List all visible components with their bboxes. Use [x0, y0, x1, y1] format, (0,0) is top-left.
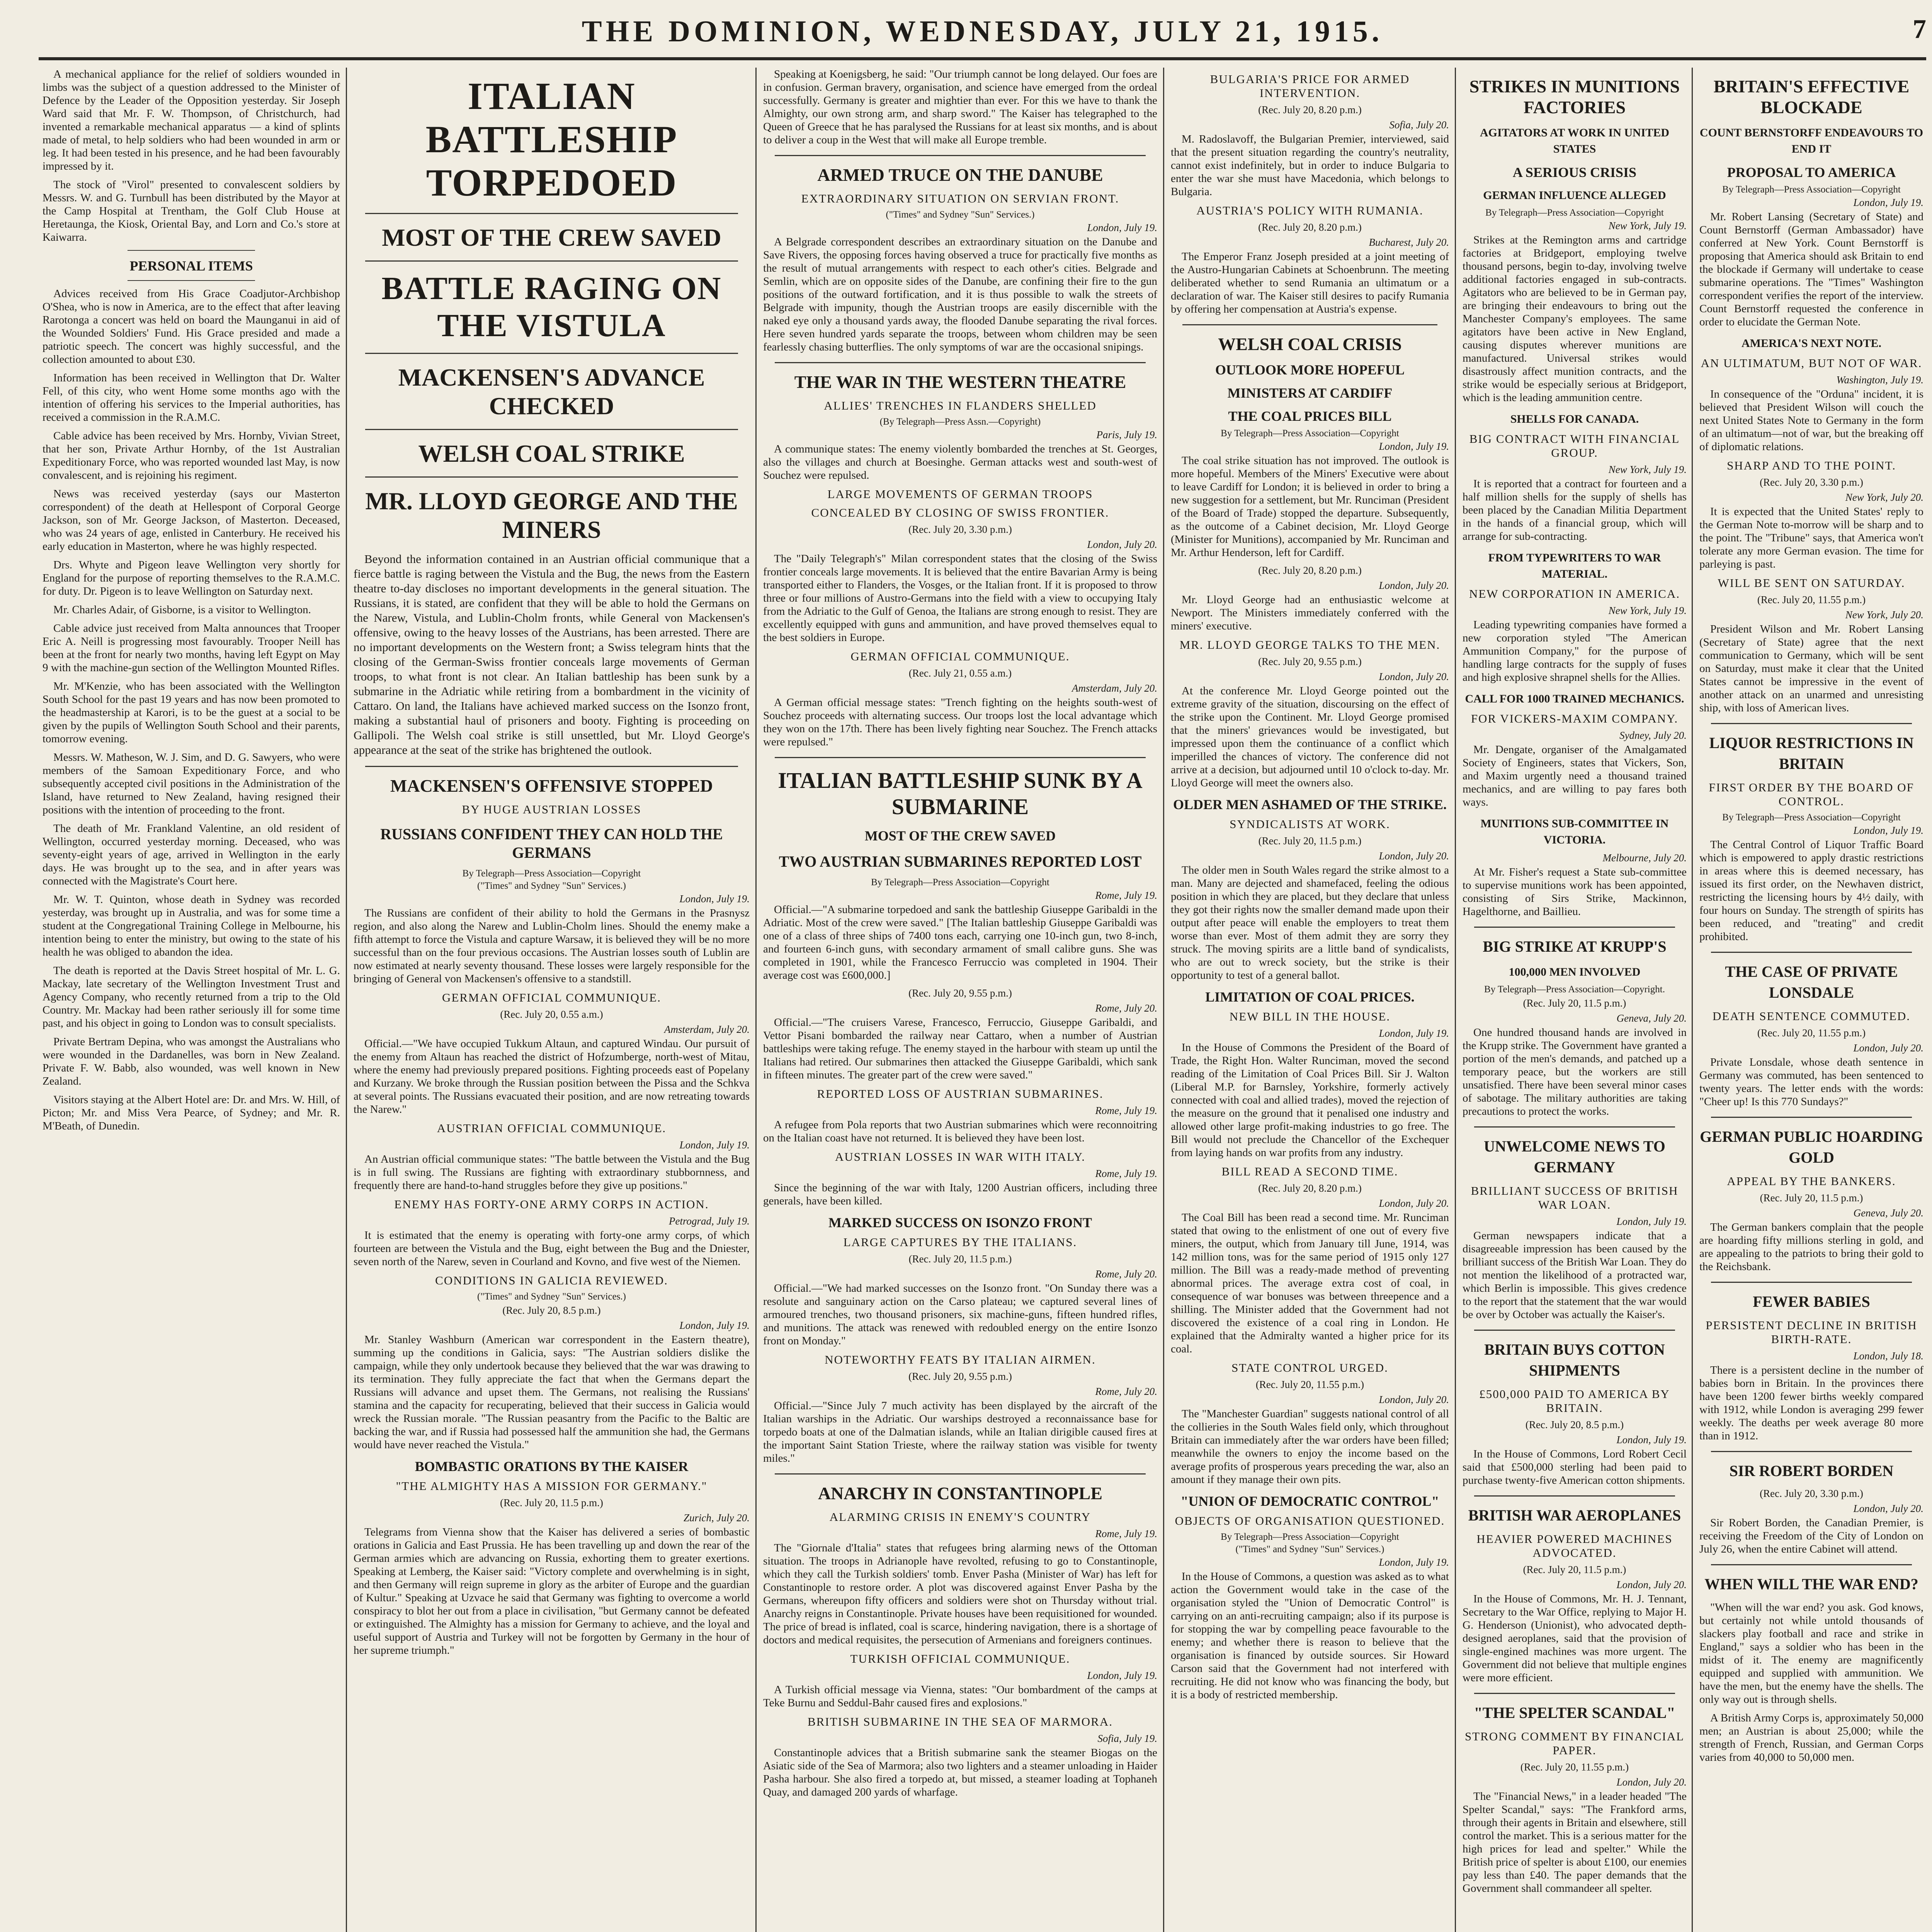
article-paragraph: The older men in South Wales regard the strike almost to a man. Many are dejected and shamefaced, feeling the odious position in which they are placed, but they declare that unless they got their rights now the smaller demand made upon their output after peace will enable the employers to treat them worse than ever. Most of them admit they are sorry they struck. The moving spirits are a little band of syndicalists, who are out to wreck society, but the strike is their opportunity to test of a general ballot.	[1171, 864, 1449, 981]
article-paragraph: Since the beginning of the war with Italy, 1200 Austrian officers, including three generals, have been killed.	[763, 1182, 1157, 1207]
received-date: (Rec. July 20, 11.5 p.m.)	[1760, 1192, 1863, 1204]
divider	[775, 757, 1146, 758]
section-heading: LARGE MOVEMENTS OF GERMAN TROOPS	[827, 487, 1093, 501]
dateline: New York, July 19.	[1608, 605, 1687, 616]
section-subheading: FOR VICKERS-MAXIM COMPANY.	[1471, 712, 1679, 725]
headline-hoarding-gold: GERMAN PUBLIC HOARDING GOLD	[1700, 1128, 1923, 1166]
article-paragraph: There is a persistent decline in the number of babies born in Britain. In the provinces there have been 1200 fewer births weekly compared with 1912, while London is averaging 299 fewer weekly. The deaths per week average 80 more than in 1912.	[1699, 1364, 1923, 1442]
subhead-welsh-strike: WELSH COAL STRIKE	[418, 440, 685, 467]
personal-item: News was received yesterday (says our Masterton correspondent) of the death at Hellespont of Corporal George Jackson, son of Mr. George Jackson, of Masterton. Deceased, who was 24 years of age, enlisted in Canterbury. He received his early education in Masterton, where he was highly respected.	[43, 488, 340, 553]
section-subheading: OBJECTS OF ORGANISATION QUESTIONED.	[1175, 1514, 1445, 1527]
article-paragraph: Mr. Dengate, organiser of the Amalgamated Society of Engineers, states that Vickers, Son, and Maxim urgently need a thousand trained mechanics, and are willing to pay fares both ways.	[1463, 743, 1687, 808]
received-date: (Rec. July 20, 8.20 p.m.)	[1258, 221, 1362, 233]
dateline: London, July 20.	[1379, 580, 1449, 591]
article-paragraph: The Russians are confident of their ability to hold the Germans in the Prasnysz region, and also along the Narew and Lublin-Cholm lines. Should the enemy make a fifth attempt to force the Vistula and capture Warsaw, it is believed they will be no more successful than on the four previous occasions. The Austrian losses south of Lublin are now estimated at nearly seventy thousand. These losses were largely responsible for the bringing of General von Mackensen's offensive to a standstill.	[354, 907, 750, 985]
dateline: Geneva, July 20.	[1853, 1207, 1923, 1219]
article-paragraph: Strikes at the Remington arms and cartridge factories at Bridgeport, employing twelve thousand persons, begin to-day, involving twelve additional factories engaged in sub-contracts. Agitators who are believed to be in German pay, are bringing their endeavours to bring out the Manchester Company's employees. The same agitators have been active in New England, causing disputes wherever munitions are manufactured. Universal strikes would disastrously affect munition contracts, and the strike would be especially serious at Bridgeport, which is the leading ammunition centre.	[1463, 234, 1687, 404]
section-subheading: £500,000 PAID TO AMERICA BY BRITAIN.	[1479, 1387, 1670, 1415]
column-6	[1699, 68, 1923, 1932]
divider	[1711, 1451, 1912, 1452]
divider	[1711, 1564, 1912, 1565]
article-paragraph: Mr. Lloyd George had an enthusiastic welcome at Newport. The Ministers immediately conferred with the miners' executive.	[1171, 594, 1449, 632]
divider	[775, 362, 1146, 363]
article-paragraph: In the House of Commons the President of the Board of Trade, the Right Hon. Walter Runciman, moved the second reading of the Limitation of Coal Prices Bill. Sir J. Walton (Liberal M.P. for Barnsley, Yorkshire, formerly actively connected with coal and allied trades), moved the rejection of the measure on the ground that it penalised one industry and allowed other large profit-making industries to go free. The Bill would not preclude the Chancellor of the Exchequer from laying hands on war profits from any industry.	[1171, 1041, 1449, 1159]
section-heading: STATE CONTROL URGED.	[1231, 1361, 1388, 1374]
divider	[775, 1473, 1146, 1475]
column-5	[1463, 68, 1687, 1932]
section-subheading: EXTRAORDINARY SITUATION ON SERVIAN FRONT.	[801, 192, 1119, 205]
divider	[365, 260, 738, 262]
dateline: London, July 20.	[1853, 1042, 1923, 1054]
column-rule	[1163, 68, 1164, 1932]
section-subheading: AN ULTIMATUM, BUT NOT OF WAR.	[1701, 356, 1922, 370]
article-paragraph: A British Army Corps is, approximately 50,000 men; an Austrian is about 25,000; while the strength of French, Russian, and German Corps varies from 40,000 to 50,000 men.	[1699, 1712, 1923, 1764]
divider	[365, 766, 738, 767]
article-paragraph: A Turkish official message via Vienna, states: "Our bombardment of the camps at Teke Burnu and Seddul-Bahr caused fires and explosions."	[763, 1684, 1157, 1709]
subhead-crew-saved: MOST OF THE CREW SAVED	[864, 828, 1056, 844]
article-paragraph: A German official message states: "Trench fighting on the heights south-west of Souchez proceeds with alternating success. Our troops lost the local advantage which they won on the 17th. There has been lively fighting near Souchez. The French attacks were repulsed."	[763, 696, 1157, 748]
section-heading: BRITISH SUBMARINE IN THE SEA OF MARMORA.	[808, 1715, 1113, 1728]
section-heading: SHELLS FOR CANADA.	[1510, 413, 1639, 425]
divider	[1711, 723, 1912, 724]
dateline: London, July 18.	[1853, 1350, 1923, 1362]
headline-munitions-strikes: STRIKES IN MUNITIONS FACTORIES	[1469, 77, 1680, 117]
received-date: (Rec. July 20, 11.5 p.m.)	[500, 1497, 603, 1509]
headline-unwelcome-news: UNWELCOME NEWS TO GERMANY	[1484, 1138, 1665, 1176]
section-heading: OLDER MEN ASHAMED OF THE STRIKE.	[1173, 797, 1447, 812]
section-subheading: PERSISTENT DECLINE IN BRITISH BIRTH-RATE.	[1706, 1318, 1917, 1346]
subhead: PROPOSAL TO AMERICA	[1727, 165, 1896, 180]
column-2	[354, 68, 750, 1932]
divider	[1474, 1693, 1675, 1694]
dateline: New York, July 19.	[1608, 220, 1687, 231]
byline: ("Times" and Sydney "Sun" Services.)	[1235, 1544, 1384, 1554]
dateline: London, July 19.	[679, 893, 750, 905]
column-1	[43, 68, 340, 1932]
dateline: London, July 20.	[1379, 671, 1449, 682]
personal-item: Mr. W. T. Quinton, whose death in Sydney was recorded yesterday, was brought up in Australia, and was for some time a student at the Congregational Training College in Melbourne, his intention being to enter the ministry, but owing to the state of his health he was obliged to abandon the idea.	[43, 893, 340, 958]
byline: By Telegraph—Press Association—Copyright	[1722, 812, 1901, 823]
section-subheading: CONCEALED BY CLOSING OF SWISS FRONTIER.	[811, 506, 1109, 519]
received-date: (Rec. July 20, 9.55 p.m.)	[1258, 656, 1362, 667]
headline-italian-battleship: ITALIAN BATTLESHIP TORPEDOED	[425, 75, 678, 204]
article-paragraph: M. Radoslavoff, the Bulgarian Premier, interviewed, said that the present situation regarding the country's neutrality, cannot exist indefinitely, but in order to induce Bulgaria to enter the war she must have Macedonia, which belongs to Bulgaria.	[1171, 133, 1449, 198]
section-subheading: NEW BILL IN THE HOUSE.	[1229, 1010, 1391, 1023]
dateline: Petrograd, July 19.	[669, 1215, 750, 1227]
byline: By Telegraph—Press Association—Copyright	[1221, 1532, 1399, 1542]
dateline: London, July 20.	[1616, 1579, 1687, 1590]
divider	[1474, 1330, 1675, 1331]
section-heading: NOTEWORTHY FEATS BY ITALIAN AIRMEN.	[825, 1353, 1096, 1366]
article-paragraph: The "Daily Telegraph's" Milan correspondent states that the closing of the Swiss frontier conceals large movements. It is believed that the entire Bavarian Army is being transported either to Flanders, the Vosges, or the Italian front. If it is proposed to throw three or four millions of Austro-Germans into the field with a view to occupying Italy from the Adriatic to the Gulf of Genoa, the Italians are strong enough to resist. They are excellently equipped with guns and ammunition, and have proved themselves equal to the best soldiers in Europe.	[763, 553, 1157, 644]
section-subheading: LARGE CAPTURES BY THE ITALIANS.	[843, 1235, 1077, 1249]
column-3	[763, 68, 1157, 1932]
section-heading: CALL FOR 1000 TRAINED MECHANICS.	[1465, 692, 1684, 705]
received-date: (Rec. July 20, 8.20 p.m.)	[1258, 565, 1362, 576]
section-heading: MR. LLOYD GEORGE TALKS TO THE MEN.	[1179, 638, 1440, 651]
received-date: (Rec. July 20, 3.30 p.m.)	[908, 524, 1012, 535]
headline-cotton-shipments: BRITAIN BUYS COTTON SHIPMENTS	[1484, 1341, 1665, 1379]
dateline: Rome, July 20.	[1095, 1386, 1157, 1397]
dateline: London, July 20.	[1087, 539, 1157, 550]
section-heading: FROM TYPEWRITERS TO WAR MATERIAL.	[1488, 551, 1661, 580]
divider	[1474, 927, 1675, 928]
received-date: (Rec. July 20, 3.30 p.m.)	[1760, 476, 1863, 488]
subhead-austrian-submarines: TWO AUSTRIAN SUBMARINES REPORTED LOST	[779, 853, 1142, 870]
dateline: Sydney, July 20.	[1619, 730, 1687, 741]
received-date: (Rec. July 20, 11.5 p.m.)	[1258, 835, 1362, 847]
personal-item: Mr. Charles Adair, of Gisborne, is a visitor to Wellington.	[53, 604, 311, 616]
article-paragraph: President Wilson and Mr. Robert Lansing (Secretary of State) agree that the next communication to Germany, which will be sent on Saturday, must make it clear that the United States cannot be impressive in the event of another attack on an unarmed and unresisting ship, with loss of American lives.	[1699, 623, 1923, 714]
dateline: Sofia, July 20.	[1389, 119, 1449, 131]
dateline: London, July 19.	[1616, 1434, 1687, 1446]
headline-isonzo: MARKED SUCCESS ON ISONZO FRONT	[828, 1215, 1092, 1230]
headline-private-lonsdale: THE CASE OF PRIVATE LONSDALE	[1725, 963, 1898, 1001]
dateline: London, July 20.	[1379, 850, 1449, 862]
subhead: OUTLOOK MORE HOPEFUL	[1215, 362, 1405, 378]
dateline: London, July 19.	[1616, 1216, 1687, 1227]
byline: By Telegraph—Press Association—Copyright	[1722, 184, 1901, 195]
article-paragraph: The "Manchester Guardian" suggests national control of all the collieries in the South Wales field only, which throughout Britain can immediately after the war orders have been filled; meanwhile the owners to enjoy the income based on the average profits of prosperous years preceding the war, also an amount if they manage their own pits.	[1171, 1408, 1449, 1486]
article-paragraph: German newspapers indicate that a disagreeable impression has been caused by the brilliant success of the British War Loan. They do not mention the likelihood of a protracted war, which Berlin is impossible. This gives credence to the report that the statement that the war would be over by October was actually the Kaiser's.	[1463, 1230, 1687, 1321]
subhead: THE COAL PRICES BILL	[1228, 408, 1392, 424]
headline-welsh-coal-crisis: WELSH COAL CRISIS	[1218, 334, 1402, 354]
article-paragraph: Official.—"We had marked successes on the Isonzo front. "On Sunday there was a resolute and sanguinary action on the Carso plateau; we captured several lines of armoured trenches, two thousand prisoners, six machine-guns, fifteen hundred rifles, and munitions. The attack was renewed with redoubled energy on the entire Isonzo front on Monday."	[763, 1282, 1157, 1347]
article-paragraph: The Central Control of Liquor Traffic Board which is empowered to apply drastic restrictions in areas where this is deemed necessary, has issued its first order, on the Newhaven district, restricting the licensing hours by 4½ daily, with four hours on Sunday. The strength of spirits has been reduced, and "treating" and credit prohibited.	[1699, 838, 1923, 943]
article-paragraph: Official.—"The cruisers Varese, Francesco, Ferruccio, Giuseppe Garibaldi, and Vettor Pisani bombarded the railway near Cattaro, when a number of Austrian battleships were taking refuge. The enemy stayed in the harbour with steam up until the Italians had retired. Our submarines then attacked the Giuseppe Garibaldi, which sank in fifteen minutes. The greater part of the crew were saved."	[763, 1016, 1157, 1081]
subhead: AGITATORS AT WORK IN UNITED STATES	[1480, 126, 1670, 155]
article-paragraph: The coal strike situation has not improved. The outlook is more hopeful. Members of the Miners' Executive were about to leave Cardiff for London; it is believed in order to bring a new suggestion for a settlement, but Mr. Runciman (President of the Board of Trade) stopped the departure. Subsequently, as the outcome of a Cabinet decision, Mr. Lloyd George (Minister for Munitions), accompanied by Mr. Runciman and Mr. Arthur Henderson, left for Cardiff.	[1171, 454, 1449, 559]
received-date: (Rec. July 20, 11.5 p.m.)	[1523, 997, 1626, 1009]
byline: ("Times" and Sydney "Sun" Services.)	[477, 881, 626, 891]
personal-item: Mr. M'Kenzie, who has been associated with the Wellington South School for the past 19 years and has now been promoted to the headmastership at Karori, is to be the guest at a social to be given by the pupils of Wellington South School and their parents, tomorrow evening.	[43, 680, 340, 745]
article-paragraph: A Belgrade correspondent describes an extraordinary situation on the Danube and Save Rivers, the opposing forces having observed a truce for practically five months as the result of mutual arrangements with respect to each other's cities. Belgrade and Semlin, which are on opposite sides of the Danube, are confining their fire to the gun positions of the outward fortification, and it is thus possible to walk the streets of Belgrade with impunity, though the Austrian troops are easily discernible with the naked eye only a thousand yards away, the flooded Danube separating the rival forces. Here seven hundred yards separate the troops, between whom children may be seen fearlessly chasing butterflies. The only symptoms of war are the occasional snipings.	[763, 236, 1157, 353]
byline: ("Times" and Sydney "Sun" Services.)	[477, 1291, 626, 1302]
divider	[365, 429, 738, 430]
dateline: London, July 20.	[1379, 1394, 1449, 1405]
dateline: London, July 20.	[1853, 1503, 1923, 1514]
personal-item: Information has been received in Wellington that Dr. Walter Fell, of this city, who went Home some months ago with the intention of offering his services to the Imperial authorities, has received a commission in the R.A.M.C.	[43, 372, 340, 423]
divider	[365, 476, 738, 478]
personal-item: Cable advice just received from Malta announces that Trooper Eric A. Neill is progressing most favourably. Trooper Neill has been at the front for nearly two months, having left Egypt on May 9 with the machine-gun section of the Wellington Mounted Rifles.	[43, 622, 340, 674]
received-date: (Rec. July 20, 9.55 p.m.)	[908, 987, 1012, 999]
article-paragraph: "When will the war end? you ask. God knows, but certainly not while untold thousands of slackers play football and race and strike in England," says a soldier who has been in the midst of it. The enemy are magnificently equipped and supplied with ammunition. We have the men, but the enemy have the shells. The only way out is through shells.	[1699, 1601, 1923, 1706]
article-paragraph: At the conference Mr. Lloyd George pointed out the extreme gravity of the situation, discoursing on the effect of the strike upon the Continent. Mr. Lloyd George promised that the miners' grievances would be investigated, but impressed upon them the continuance of a conflict which imperilled the chances of victory. The conference did not arrive at a decision, but adjourned until 10 o'clock to-day. Mr. Lloyd George will meet the owners also.	[1171, 685, 1449, 789]
section-heading: SHARP AND TO THE POINT.	[1727, 459, 1896, 472]
headline-anarchy: ANARCHY IN CONSTANTINOPLE	[818, 1483, 1103, 1503]
dateline: London, July 20.	[1379, 1197, 1449, 1209]
dateline: Rome, July 20.	[1095, 1002, 1157, 1014]
column-rule	[755, 68, 757, 1932]
article-paragraph: Mr. Robert Lansing (Secretary of State) and Count Bernstorff (German Ambassador) have conferred at New York. Count Bernstorff is proposing that America should ask Britain to end the blockade if Germany will undertake to cease submarine operations. The "Times" Washington correspondent verifies the report of the interview. Count Bernstorff requested the conference in order to elucidate the German Note.	[1699, 211, 1923, 328]
divider	[365, 353, 738, 354]
dateline: London, July 19.	[1087, 1670, 1157, 1681]
dateline: New York, July 20.	[1845, 609, 1923, 621]
dateline: London, July 19.	[679, 1139, 750, 1151]
column-rule	[1692, 68, 1693, 1932]
section-heading-kaiser: BOMBASTIC ORATIONS BY THE KAISER	[415, 1459, 689, 1474]
subhead: A SERIOUS CRISIS	[1512, 165, 1637, 180]
article-paragraph: Mr. Stanley Washburn (American war correspondent in the Eastern theatre), summing up the conditions in Galicia, says: "The Austrian soldiers dislike the campaign, while they only undertook because they believed that the war was drawing to its termination. They fully appreciate the fact that when the Germans depart the Russians will advance and upset them. The Germans, not realising the Russians' stamina and the capacity for recuperating, believed that their success in Galicia would wreck the Russian morale. "The Russian peasantry from the Pacific to the Baltic are backing the war, and if Russia had possessed half the ammunition she had, the Germans would have never reached the Vistula."	[354, 1333, 750, 1451]
personal-item: Private Bertram Depina, who was amongst the Australians who were wounded in the Dardanelles, was born in New Zealand. Private F. W. Babb, also wounded, was well known in New Zealand.	[43, 1036, 340, 1087]
dateline: Washington, July 19.	[1836, 374, 1923, 386]
section-heading: AUSTRIAN OFFICIAL COMMUNIQUE.	[437, 1121, 667, 1135]
headline-western-theatre: THE WAR IN THE WESTERN THEATRE	[794, 372, 1126, 392]
section-subheading: NEW CORPORATION IN AMERICA.	[1469, 587, 1680, 600]
received-date: (Rec. July 20, 8.20 p.m.)	[1258, 104, 1362, 116]
headline-effective-blockade: BRITAIN'S EFFECTIVE BLOCKADE	[1713, 77, 1910, 117]
received-date: (Rec. July 20, 8.5 p.m.)	[502, 1304, 601, 1316]
subhead-russians-confident: RUSSIANS CONFIDENT THEY CAN HOLD THE GERMANS	[380, 825, 723, 861]
received-date: (Rec. July 20, 8.5 p.m.)	[1525, 1419, 1624, 1430]
section-subheading: ALARMING CRISIS IN ENEMY'S COUNTRY	[829, 1510, 1091, 1524]
section-subheading: ALLIES' TRENCHES IN FLANDERS SHELLED	[824, 399, 1097, 412]
article-paragraph: Leading typewriting companies have formed a new corporation styled "The American Ammunition Company," for the purpose of handling large contracts for the supply of fuses and high explosive shrapnel shells for the Allies.	[1463, 619, 1687, 684]
received-date: (Rec. July 20, 8.20 p.m.)	[1258, 1182, 1362, 1194]
received-date: (Rec. July 20, 11.55 p.m.)	[1757, 594, 1866, 605]
section-heading: MUNITIONS SUB-COMMITTEE IN VICTORIA.	[1480, 817, 1669, 846]
section-heading: ENEMY HAS FORTY-ONE ARMY CORPS IN ACTION.	[394, 1197, 709, 1211]
headline-spelter-scandal: "THE SPELTER SCANDAL"	[1474, 1704, 1675, 1721]
divider	[1474, 1126, 1675, 1128]
section-heading: BULGARIA'S PRICE FOR ARMED INTERVENTION.	[1210, 72, 1410, 100]
personal-item: Advices received from His Grace Coadjutor-Archbishop O'Shea, who is now in America, are to the effect that after leaving Rarotonga a concert was held on board the Maunganui in aid of the Wounded Soldiers' Fund. His Grace presided and made a patriotic speech. The concert was highly successful, and the collection amounted to about £30.	[43, 287, 340, 366]
section-heading: WILL BE SENT ON SATURDAY.	[1718, 576, 1905, 590]
headline-krupps-strike: BIG STRIKE AT KRUPP'S	[1483, 938, 1667, 955]
article-paragraph: The Coal Bill has been read a second time. Mr. Runciman stated that owing to the enlistment of one out of every five miners, the output, which from January till June, 1914, was 142 million tons, was for the same period of 1915 only 127 million. The Bill was a ready-made method of preventing abnormal prices. The average extra cost of coal, in consequence of war bonuses was between threepence and a shilling. The Minister added that the Government had not discovered the existence of a coal ring in London. He explained that the Admiralty wanted a higher price for its coal.	[1171, 1211, 1449, 1355]
article-mechanical-appliance: A mechanical appliance for the relief of soldiers wounded in limbs was the subject of a question addressed to the Minister of Defence by the Leader of the Opposition yesterday. Sir Joseph Ward said that Mr. F. W. Thompson, of Christchurch, had invented a remarkable mechanical apparatus — a kind of splints made of metal, to help soldiers who had been wounded in arm or leg. It had been tested in his presence, and he had been favourably impressed by it.	[43, 68, 340, 172]
received-date: (Rec. July 20, 11.55 p.m.)	[1255, 1379, 1364, 1390]
subhead: 100,000 MEN INVOLVED	[1509, 966, 1641, 978]
section-heading: GERMAN OFFICIAL COMMUNIQUE.	[442, 991, 661, 1004]
divider	[365, 213, 738, 214]
subhead: GERMAN INFLUENCE ALLEGED	[1483, 189, 1666, 202]
article-paragraph: In the House of Commons, a question was asked as to what action the Government would take in the case of the organisation styled the "Union of Democratic Control" is carrying on an anti-recruiting campaign; also if its purpose is for stopping the war by compelling peace favourable to the enemy; and whether there is reason to believe that the organisation is financed by outside sources. Sir Howard Carson said that the Government had not interfered with recruiting. He did not know who was financing the body, but it is a body of restricted membership.	[1171, 1570, 1449, 1701]
dateline: Rome, July 19.	[1095, 1105, 1157, 1116]
subhead-lloyd-george: MR. LLOYD GEORGE AND THE MINERS	[365, 487, 738, 543]
article-paragraph: Sir Robert Borden, the Canadian Premier, is receiving the Freedom of the City of London on July 26, when the entire Cabinet will attend.	[1699, 1517, 1923, 1555]
personal-item: Drs. Whyte and Pigeon leave Wellington very shortly for England for the purpose of reporting themselves to the R.A.M.C. for duty. Dr. Pigeon is to leave Wellington on Saturday next.	[43, 559, 340, 597]
divider	[775, 155, 1146, 156]
personal-item: Cable advice has been received by Mrs. Hornby, Vivian Street, that her son, Private Arthur Hornby, of the 1st Australian Expeditionary Force, who was reported wounded last May, is now convalescent, and is rejoining his regiment.	[43, 430, 340, 481]
article-paragraph: Official.—"We have occupied Tukkum Altaun, and captured Windau. Our pursuit of the enemy from Altaun has reached the district of Hofzumberge, north-west of Mitau, where the enemy had previously prepared positions. Fighting proceeds east of Popelany and Kurzany. We broke through the Russian position between the Pissa and the Schkva at several points. The Russians evacuated their position, and are now retreating towards the Narew."	[354, 1037, 750, 1116]
personal-item: The death of Mr. Frankland Valentine, an old resident of Wellington, occurred yesterday morning. Deceased, who was seventy-eight years of age, arrived in Wellington in the early days. He was brought up to the sea, and in after years was connected with the Magistrate's Court here.	[43, 822, 340, 887]
article-paragraph: A communique states: The enemy violently bombarded the trenches at St. Georges, also the villages and church at Boesinghe. German attacks west and south-west of Souchez were repulsed.	[763, 443, 1157, 481]
personal-items-heading: PERSONAL ITEMS	[129, 258, 253, 274]
byline: ("Times" and Sydney "Sun" Services.)	[886, 209, 1035, 220]
article-paragraph: The German bankers complain that the people are hoarding fifty millions sterling in gold, and are appealing to the patriots to bring their gold to the Reichsbank.	[1699, 1221, 1923, 1273]
divider	[1711, 952, 1912, 953]
dateline: Amsterdam, July 20.	[1072, 682, 1157, 694]
headline-when-war-end: WHEN WILL THE WAR END?	[1704, 1575, 1918, 1593]
personal-item: Visitors staying at the Albert Hotel are: Dr. and Mrs. W. Hill, of Picton; Mr. and Miss Vera Pearce, of Sydney; and Mr. R. M'Beath, of Dunedin.	[43, 1094, 340, 1132]
received-date: (Rec. July 20, 11.5 p.m.)	[1523, 1564, 1626, 1575]
section-heading: REPORTED LOSS OF AUSTRIAN SUBMARINES.	[817, 1087, 1104, 1100]
dateline: London, July 19.	[1379, 1027, 1449, 1039]
article-paragraph: Official.—"A submarine torpedoed and sank the battleship Giuseppe Garibaldi in the Adriatic. Most of the crew were saved." [The Italian battleship Giuseppe Garibaldi was one of a class of three ships of 7400 tons each, carrying one 10-inch gun, two 8-inch, and fourteen 6-inch guns, with secondary armament of small calibre guns. She was completed in 1901, while the Francesco Ferruccio was completed in 1904. Their average cost was £600,000.]	[763, 903, 1157, 981]
article-paragraph: Speaking at Koenigsberg, he said: "Our triumph cannot be long delayed. Our foes are in confusion. German bravery, organisation, and science have emerged from the ordeal successfully. Germany is greater and mightier than ever. For this we have to thank the Almighty, our own strong arm, and sharp sword." The Kaiser has telegraphed to the Queen of Greece that he has paralysed the Russians for at least six months, and is about to deliver a coup in the West that will make all Europe tremble.	[763, 68, 1157, 146]
personal-item: Messrs. W. Matheson, W. J. Sim, and D. G. Sawyers, who were members of the Samoan Expeditionary Force, and who subsequently accepted civil positions in the Administration of the Island, have returned to New Zealand, having resigned their positions with the intention of proceeding to the front.	[43, 751, 340, 816]
byline: By Telegraph—Press Association—Copyright	[1221, 428, 1399, 439]
dateline: Amsterdam, July 20.	[664, 1024, 750, 1035]
article-paragraph: In the House of Commons, Lord Robert Cecil said that £500,000 sterling had been paid to purchase twenty-five American cotton shipments.	[1463, 1448, 1687, 1486]
section-subheading: APPEAL BY THE BANKERS.	[1727, 1174, 1896, 1188]
section-heading: GERMAN OFFICIAL COMMUNIQUE.	[850, 650, 1070, 663]
column-rule	[346, 68, 347, 1932]
divider	[1474, 1495, 1675, 1497]
byline: By Telegraph—Press Association—Copyright.	[1484, 984, 1665, 995]
article-paragraph: It is estimated that the enemy is operating with forty-one army corps, of which fourteen are between the Vistula and the Bug, eight between the Bug and the Dniester, seven north of the Narew, seven in Courland and Kovno, and five west of the Niemen.	[354, 1229, 750, 1268]
dateline: London, July 19.	[1379, 440, 1449, 452]
received-date: (Rec. July 20, 3.30 p.m.)	[1760, 1488, 1863, 1499]
section-subheading: BRILLIANT SUCCESS OF BRITISH WAR LOAN.	[1471, 1184, 1679, 1211]
section-subheading: STRONG COMMENT BY FINANCIAL PAPER.	[1464, 1730, 1685, 1757]
headline-vistula: BATTLE RAGING ON THE VISTULA	[381, 270, 722, 344]
article-paragraph: In the House of Commons, Mr. H. J. Tennant, Secretary to the War Office, replying to Major H. G. Henderson (Unionist), who advocated depth-designed aeroplanes, said that the provision of single-engined machines was more urgent. The Government did not believe that multiple engines were more efficient.	[1463, 1593, 1687, 1684]
article-paragraph: It is reported that a contract for fourteen and a half million shells for the supply of shells has been placed by the Canadian Militia Department in the hands of a financial group, which will arrange for sub-contracting.	[1463, 478, 1687, 543]
article-paragraph: Constantinople advices that a British submarine sank the steamer Biogas on the Asiatic side of the Sea of Marmora; also two lighters and a steamer unloading in Haider Pasha harbour. She also fired a torpedo at, but missed, a steamer loading at Tophaneh Quay, and damaged 200 yards of wharfage.	[763, 1747, 1157, 1798]
dateline: Bucharest, July 20.	[1369, 236, 1449, 248]
news-summary: Beyond the information contained in an Austrian official communique that a fierce battle is raging between the Vistula and the Bug, the news from the Eastern theatre to-day discloses no important developments in the general situation. The Russians, it is stated, are confident that they will be able to hold the Germans on the Narew, Vistula, and Lublin-Cholm fronts, while General von Mackensen's offensive, owing to the heavy losses of the Austrians, has been arrested. There are no important developments on the Western front; a Swiss telegram hints that the closing of the German-Swiss frontier conceals large movements of German troops, to what front is not clear. An Italian battleship has been sunk by a submarine in the Adriatic while retiring from a bombardment in the vicinity of Cattaro. On land, the Italians have achieved marked success on the Isonzo front, making a substantial haul of prisoners and booty. Fighting is proceeding on Gallipoli. The Welsh coal strike is still unsettled, but Mr. Lloyd George's appearance at the seat of the strike has brightened the outlook.	[354, 552, 750, 757]
divider	[1711, 1282, 1912, 1283]
divider	[128, 280, 255, 281]
dateline: Rome, July 19.	[1095, 889, 1157, 901]
article-paragraph: An Austrian official communique states: "The battle between the Vistula and the Bug is in full swing. The Russians are fighting with extraordinary stubbornness, and frequently there are hand-to-hand struggles before they give up positions."	[354, 1153, 750, 1192]
headline-robert-borden: SIR ROBERT BORDEN	[1729, 1462, 1894, 1480]
section-heading: TURKISH OFFICIAL COMMUNIQUE.	[850, 1652, 1070, 1665]
divider	[1182, 324, 1437, 325]
article-paragraph: The "Financial News," in a leader headed "The Spelter Scandal," says: "The Frankford arms, through their agents in Britain and elsewhere, still control the market. This is a serious matter for the high prices for lead and spelter." While the British price of spelter is about £100, our enemies pay less than £40. The paper demands that the Government shall commandeer all spelter.	[1463, 1790, 1687, 1895]
personal-item: The death is reported at the Davis Street hospital of Mr. L. G. Mackay, late secretary of the Wellington Investment Trust and Agency Company, who recently returned from a trip to the Old Country. Mr. Mackay had been rather seriously ill for some time past, and his object in going to London was to consult specialists.	[43, 964, 340, 1029]
article-paragraph: In consequence of the "Orduna" incident, it is believed that President Wilson will couch the next United States Note to Germany in the form of an ultimatum—not of war, but the breaking off of diplomatic relations.	[1699, 388, 1923, 453]
received-date: (Rec. July 20, 11.55 p.m.)	[1757, 1027, 1866, 1039]
section-heading: AMERICA'S NEXT NOTE.	[1741, 337, 1881, 350]
article-paragraph: The Emperor Franz Joseph presided at a joint meeting of the Austro-Hungarian Cabinets at Schoenbrunn. The meeting deliberated whether to send Rumania an ultimatum or a declaration of war. The Kaiser still desires to pacify Rumania by offering her compensation at Austria's expense.	[1171, 250, 1449, 315]
section-subheading: SYNDICALISTS AT WORK.	[1230, 817, 1390, 831]
column-rule	[1455, 68, 1456, 1932]
article-paragraph: One hundred thousand hands are involved in the Krupp strike. The Government have granted a portion of the men's demands, and patched up a temporary peace, but the workers are still unsatisfied. There have been several minor cases of sabotage. The military authorities are taking precautions to protect the works.	[1463, 1026, 1687, 1117]
subhead-crew-saved: MOST OF THE CREW SAVED	[382, 224, 721, 251]
divider	[1711, 1117, 1912, 1118]
article-paragraph: Private Lonsdale, whose death sentence in Germany was commuted, has been sentenced to twenty years. The letter ends with the words: "Cheer up! Is this 770 Sundays?"	[1699, 1056, 1923, 1108]
dateline: Rome, July 20.	[1095, 1268, 1157, 1280]
dateline: London, July 19.	[1379, 1556, 1449, 1568]
article-paragraph: Official.—"Since July 7 much activity has been displayed by the aircraft of the Italian warships in the Adriatic. Our warships destroyed a reconnaissance base for torpedo boats at one of the Dalmatian islands, while an Italian dirigible caused fires at the important Saint Station Trieste, where the railway station was visible for twenty miles."	[763, 1400, 1157, 1464]
divider	[128, 250, 255, 251]
article-paragraph: Telegrams from Vienna show that the Kaiser has delivered a series of bombastic orations in Galicia and East Prussia. He has been travelling up and down the rear of the German armies which are advancing on Russia, exhorting them to greater exertions. Speaking at Lemberg, the Kaiser said: "Victory complete and overwhelming is in sight, and then Germany will reign supreme in glory as the arbiter of Europe and the guardian of Kultur." Speaking at Uzvace he said that Germany was fighting to overcome a world conspiracy to blot her out from a place in civilisation, "but Germany cannot be defeated or extinguished. The Almighty has a mission for Germany to achieve, and the loyal and useful support of Austria and Turkey will not be forgotten by Germany in the hour of her supreme triumph."	[354, 1526, 750, 1656]
dateline: Rome, July 19.	[1095, 1168, 1157, 1179]
section-subheading: HEAVIER POWERED MACHINES ADVOCATED.	[1476, 1532, 1673, 1560]
dateline: London, July 20.	[1616, 1776, 1687, 1788]
page-number: 7	[1913, 14, 1926, 44]
dateline: London, July 19.	[679, 1320, 750, 1331]
received-date: (Rec. July 20, 11.5 p.m.)	[908, 1253, 1012, 1265]
article-paragraph: At Mr. Fisher's request a State sub-committee to supervise munitions work has been appointed, consisting of Sirs Strike, Mackinnon, Hagelthorne, and Baillieu.	[1463, 866, 1687, 918]
received-date: (Rec. July 20, 9.55 p.m.)	[908, 1371, 1012, 1382]
section-subheading: DEATH SENTENCE COMMUTED.	[1712, 1009, 1911, 1023]
dateline: New York, July 19.	[1608, 464, 1687, 475]
article-paragraph: The "Giornale d'Italia" states that refugees bring alarming news of the Ottoman situation. The troops in Adrianople have revolted, refusing to go to Constantinople, which they call the Turkish soldiers' tomb. Enver Pasha (Minister of War) has left for Constantinople to restore order. A plot was discovered against Enver Pasha by the Germans, whereupon fifty officers and soldiers were shot on Thursday without trial. Anarchy reigns in Constantinople. Private houses have been requisitioned for wounded. The price of bread is inflated, coal is scarce, hindering navigation, there is a shortage of doctors and medical requisites, the persecution of Armenians and foreigners continues.	[763, 1542, 1157, 1646]
byline: By Telegraph—Press Association—Copyright	[1485, 207, 1664, 218]
dateline: Zurich, July 20.	[684, 1512, 750, 1524]
dateline: Melbourne, July 20.	[1602, 852, 1687, 864]
section-heading: "UNION OF DEMOCRATIC CONTROL"	[1180, 1493, 1439, 1509]
subhead: BY HUGE AUSTRIAN LOSSES	[462, 803, 641, 816]
article-virol: The stock of "Virol" presented to convalescent soldiers by Messrs. W. and G. Turnbull has been distributed by the Mayor at the Camp Hospital at Trentham, the Golf Club House at Heretaunga, the Kiosk, Oriental Bay, and Lorn and Co.'s store at Kaiwarra.	[43, 179, 340, 243]
subhead-mackensen: MACKENSEN'S ADVANCE CHECKED	[398, 364, 705, 420]
article-paragraph: A refugee from Pola reports that two Austrian submarines which were reconnoitring on the Italian coast have not returned. It is believed they have been lost.	[763, 1119, 1157, 1144]
section-subheading: "THE ALMIGHTY HAS A MISSION FOR GERMANY."	[396, 1479, 707, 1493]
dateline: Rome, July 19.	[1095, 1528, 1157, 1539]
headline-fewer-babies: FEWER BABIES	[1753, 1293, 1870, 1310]
dateline: New York, July 20.	[1845, 492, 1923, 503]
dateline: London, July 19.	[1853, 197, 1923, 208]
dateline: Geneva, July 20.	[1616, 1012, 1687, 1024]
section-subheading: BIG CONTRACT WITH FINANCIAL GROUP.	[1469, 432, 1680, 459]
headline-liquor-restrictions: LIQUOR RESTRICTIONS IN BRITAIN	[1709, 734, 1914, 772]
subhead: COUNT BERNSTORFF ENDEAVOURS TO END IT	[1699, 126, 1923, 155]
received-date: (Rec. July 20, 11.55 p.m.)	[1520, 1761, 1629, 1773]
dateline: London, July 19.	[1087, 222, 1157, 233]
dateline: Paris, July 19.	[1096, 429, 1157, 440]
section-heading: LIMITATION OF COAL PRICES.	[1205, 989, 1415, 1005]
dateline: Sofia, July 19.	[1097, 1733, 1157, 1744]
headline-battleship-sunk: ITALIAN BATTLESHIP SUNK BY A SUBMARINE	[778, 768, 1143, 819]
byline: By Telegraph—Press Association—Copyright	[871, 877, 1049, 888]
section-heading: CONDITIONS IN GALICIA REVIEWED.	[435, 1274, 668, 1287]
headline-armed-truce: ARMED TRUCE ON THE DANUBE	[817, 165, 1103, 185]
subhead: MINISTERS AT CARDIFF	[1227, 385, 1393, 401]
column-4	[1171, 68, 1449, 1932]
section-heading: AUSTRIAN LOSSES IN WAR WITH ITALY.	[835, 1150, 1085, 1163]
received-date: (Rec. July 20, 0.55 a.m.)	[500, 1009, 603, 1020]
section-heading: AUSTRIA'S POLICY WITH RUMANIA.	[1196, 204, 1423, 217]
headline-war-aeroplanes: BRITISH WAR AEROPLANES	[1468, 1507, 1681, 1524]
received-date: (Rec. July 21, 0.55 a.m.)	[908, 667, 1012, 679]
section-heading: BILL READ A SECOND TIME.	[1221, 1165, 1398, 1178]
article-paragraph: It is expected that the United States' reply to the German Note to-morrow will be sharp and to the point. The "Tribune" says, that America won't tolerate any more German evasion. The time for parleying is past.	[1699, 505, 1923, 570]
byline: By Telegraph—Press Association—Copyright	[462, 868, 641, 879]
section-subheading: FIRST ORDER BY THE BOARD OF CONTROL.	[1709, 781, 1914, 808]
masthead	[39, 11, 1926, 60]
headline-mackensen-stopped: MACKENSEN'S OFFENSIVE STOPPED	[390, 776, 713, 796]
masthead-title: THE DOMINION, WEDNESDAY, JULY 21, 1915.	[582, 14, 1383, 48]
dateline: London, July 19.	[1853, 825, 1923, 836]
byline: (By Telegraph—Press Assn.—Copyright)	[879, 417, 1041, 427]
